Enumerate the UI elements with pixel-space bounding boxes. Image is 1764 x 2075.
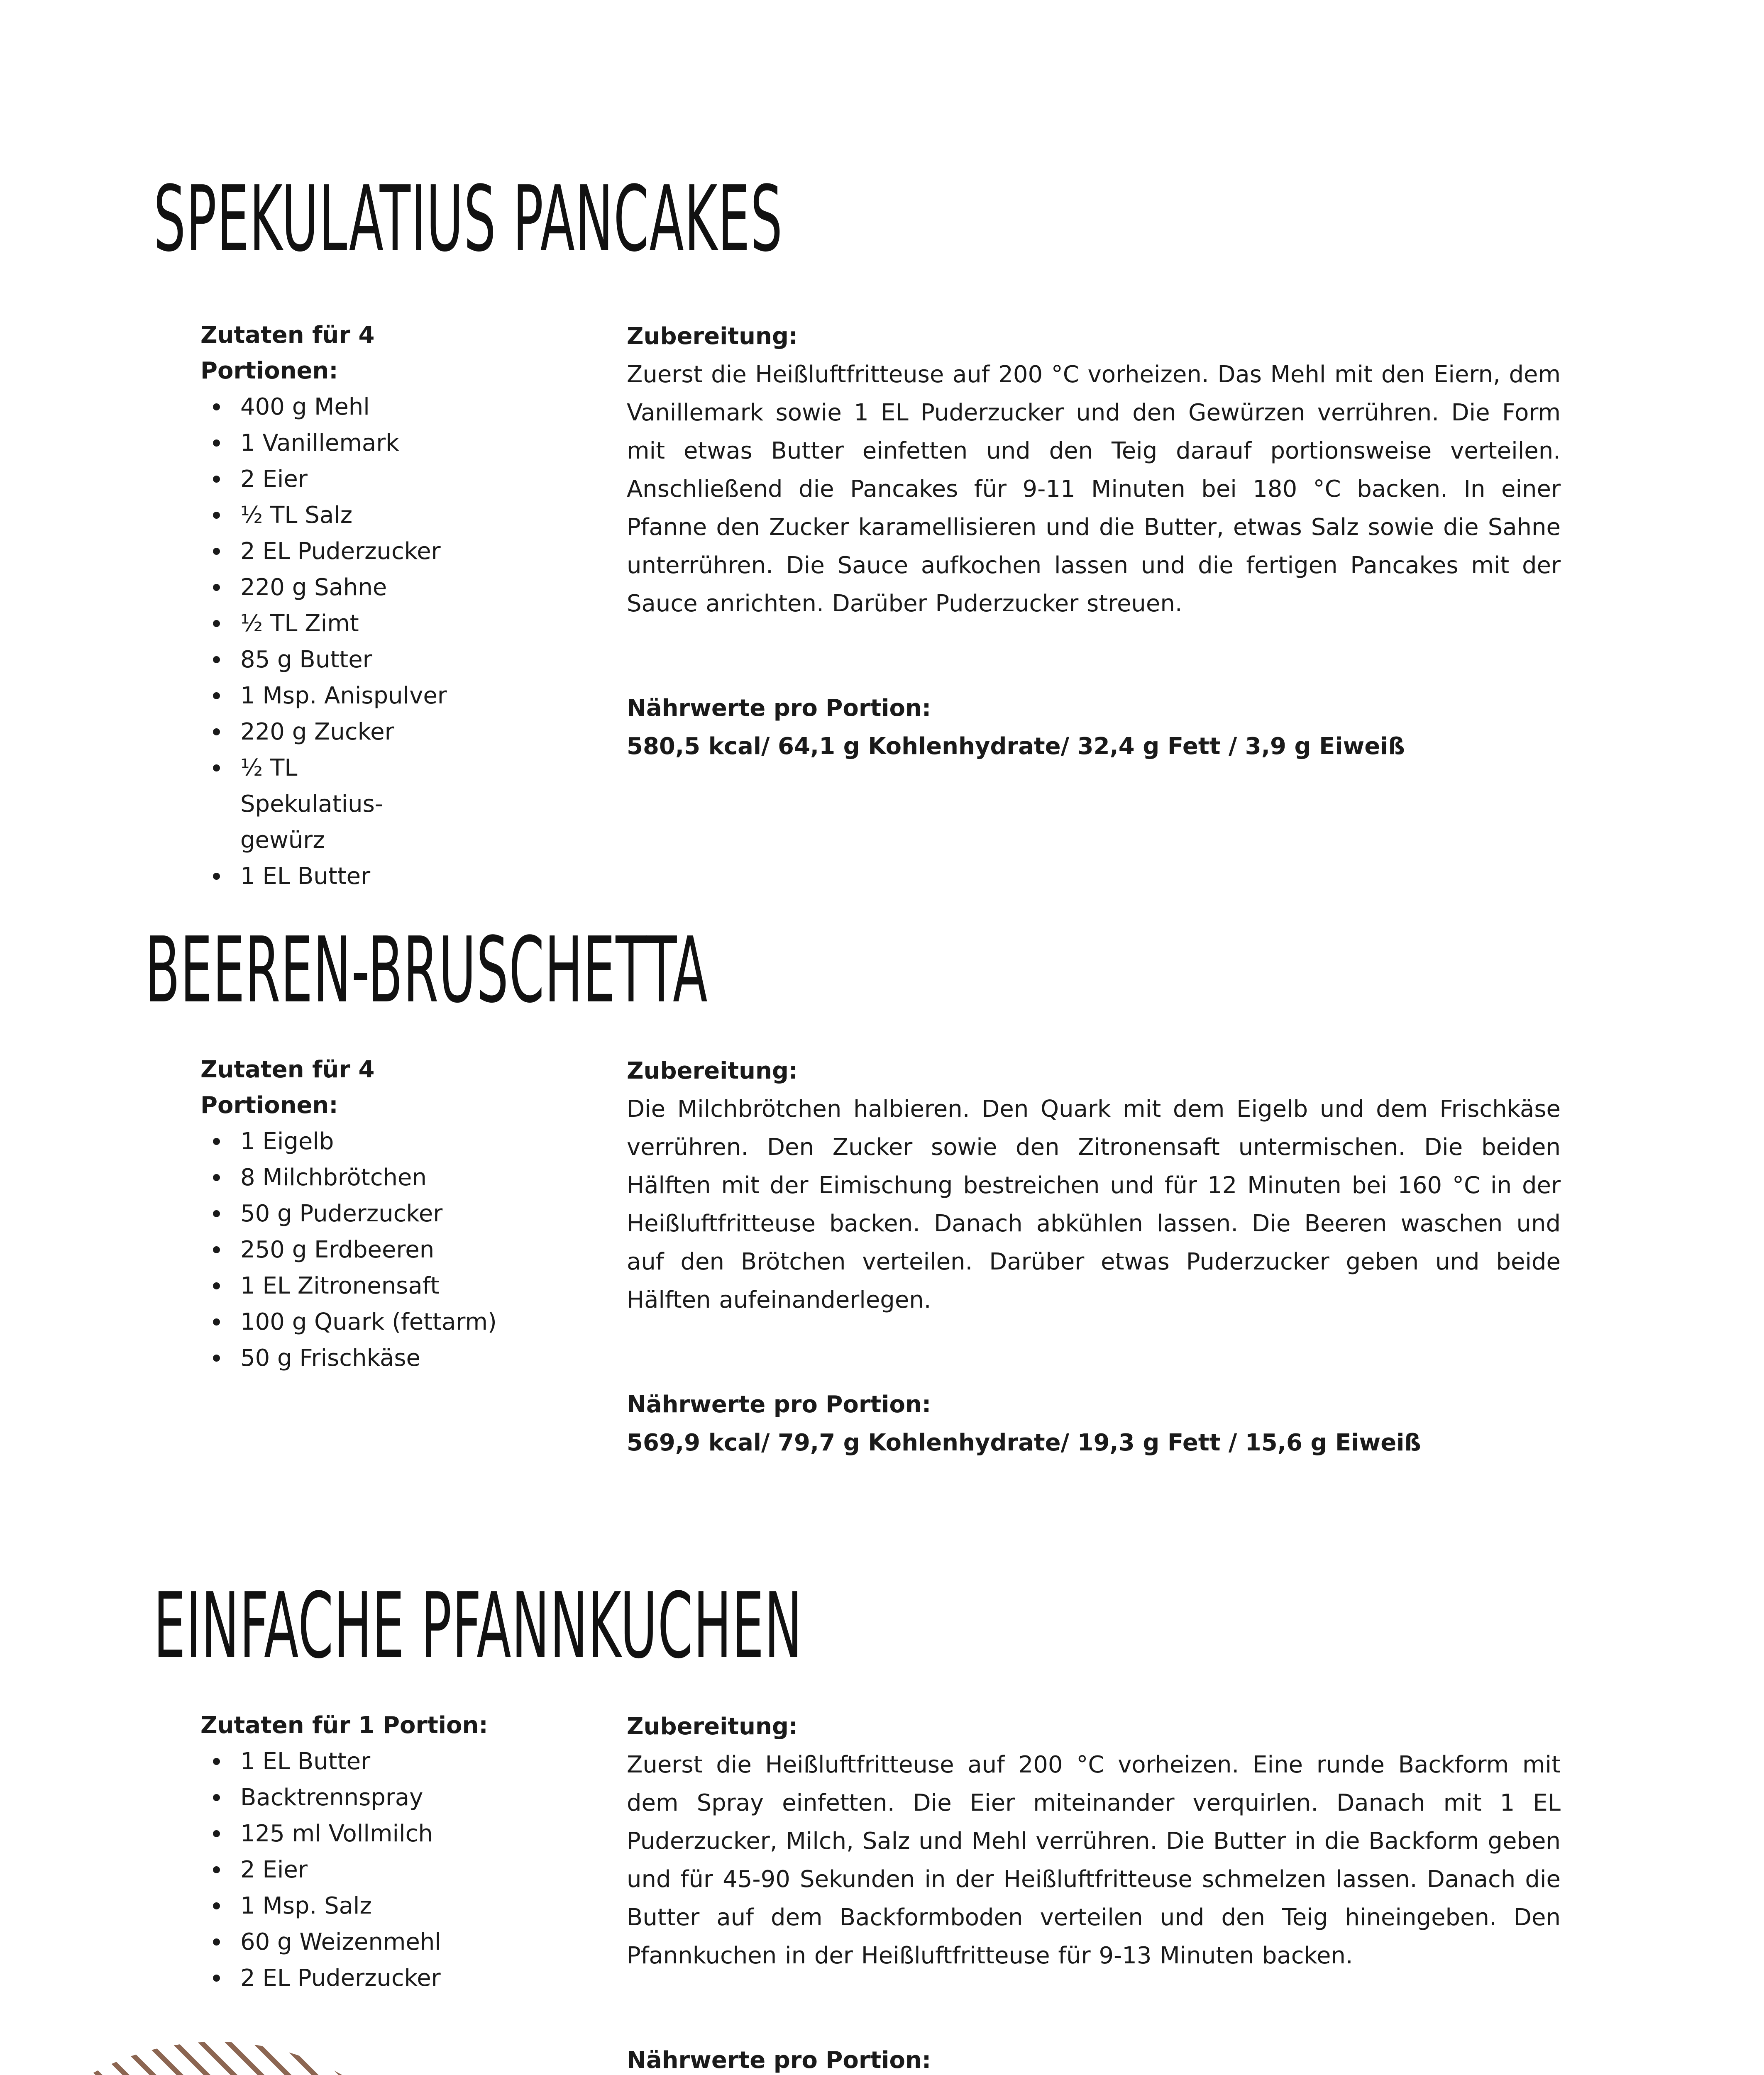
ingredients-list: [200, 1743, 516, 1996]
recipe-title: SPEKULATIUS PANCAKES: [154, 167, 783, 272]
preparation-text: Zuerst die Heißluftfritteuse auf 200 °C vorheizen. Das Mehl mit den Eiern, dem Vanillemark sowie 1 EL Puderzucker und den Gewürzen verrühren. Die Form mit etwas Butter einfetten und den Teig darauf portionsweise verteilen. Anschließend die Pancakes für 9-11 Minuten bei 180 °C backen. In einer Pfanne den Zucker karamellisieren und die Butter, etwas Salz sowie die Sahne unterrühren. Die Sauce aufkochen lassen und die fertigen Pancakes mit der Sauce anrichten. Darüber Puderzucker streuen.: [627, 361, 1561, 617]
ingredients-block: [200, 317, 516, 894]
list-item: 85 g Butter: [200, 642, 516, 678]
nutrition-heading: Nährwerte pro Portion:: [627, 1391, 931, 1418]
list-item: 400 g Mehl: [200, 389, 516, 425]
list-item: 60 g Weizenmehl: [200, 1924, 516, 1960]
preparation-heading: Zubereitung:: [627, 1713, 798, 1740]
list-item: 1 Vanillemark: [200, 425, 516, 461]
preparation-heading: Zubereitung:: [627, 1057, 798, 1084]
list-item: 1 Msp. Salz: [200, 1888, 516, 1924]
list-item: ½ TL Spekulatius-gewürz: [200, 750, 440, 858]
preparation-block: [627, 1708, 1561, 2075]
list-item: 250 g Erdbeeren: [200, 1232, 516, 1268]
preparation-heading: Zubereitung:: [627, 323, 798, 350]
list-item: 220 g Sahne: [200, 569, 516, 605]
list-item: 2 Eier: [200, 461, 516, 497]
list-item: Backtrennspray: [200, 1780, 516, 1816]
list-item: 2 EL Puderzucker: [200, 1960, 516, 1996]
list-item: 2 EL Puderzucker: [200, 533, 516, 569]
decorative-corner-graphic: [0, 2034, 706, 2075]
list-item: 1 EL Butter: [200, 858, 516, 894]
list-item: 1 Msp. Anispulver: [200, 678, 516, 714]
ingredients-heading: Zutaten für 1 Portion:: [200, 1712, 488, 1739]
list-item: 1 EL Butter: [200, 1743, 516, 1780]
nutrition-values: 580,5 kcal/ 64,1 g Kohlenhydrate/ 32,4 g Fett / 3,9 g Eiweiß: [627, 733, 1405, 760]
list-item: 1 EL Zitronensaft: [200, 1268, 516, 1304]
list-item: 125 ml Vollmilch: [200, 1816, 516, 1852]
recipe-title: BEEREN-BRUSCHETTA: [145, 918, 708, 1023]
list-item: 100 g Quark (fettarm): [200, 1304, 516, 1340]
ingredients-list: [200, 389, 516, 894]
list-item: 1 Eigelb: [200, 1123, 516, 1160]
ingredients-heading: Zutaten für 4 Portionen:: [200, 322, 375, 384]
preparation-block: [627, 1052, 1561, 1462]
list-item: 50 g Frischkäse: [200, 1340, 516, 1376]
ingredients-block: [200, 1052, 516, 1376]
list-item: 50 g Puderzucker: [200, 1196, 516, 1232]
list-item: 8 Milchbrötchen: [200, 1160, 516, 1196]
nutrition-values: 569,9 kcal/ 79,7 g Kohlenhydrate/ 19,3 g Fett / 15,6 g Eiweiß: [627, 1429, 1421, 1456]
preparation-text: Zuerst die Heißluftfritteuse auf 200 °C vorheizen. Eine runde Backform mit dem Spray einfetten. Die Eier miteinander verquirlen. Danach mit 1 EL Puderzucker, Milch, Salz und Mehl verrühren. Die Butter in die Backform geben und für 45-90 Sekunden in der Heißluftfritteuse schmelzen lassen. Danach die Butter auf dem Backformboden verteilen und den Teig hineingeben. Den Pfannkuchen in der Heißluftfritteuse für 9-13 Minuten backen.: [627, 1751, 1561, 1969]
nutrition-heading: Nährwerte pro Portion:: [627, 695, 931, 722]
list-item: ½ TL Zimt: [200, 605, 516, 642]
ingredients-heading: Zutaten für 4 Portionen:: [200, 1056, 375, 1119]
recipe-title: EINFACHE PFANNKUCHEN: [154, 1574, 803, 1679]
preparation-block: [627, 317, 1561, 766]
striped-circle-shape: [0, 2034, 706, 2075]
list-item: 220 g Zucker: [200, 714, 516, 750]
list-item: ½ TL Salz: [200, 497, 516, 533]
ingredients-list: [200, 1123, 516, 1376]
list-item: 2 Eier: [200, 1852, 516, 1888]
ingredients-block: [200, 1708, 516, 1996]
preparation-text: Die Milchbrötchen halbieren. Den Quark mit dem Eigelb und dem Frischkäse verrühren. Den Zucker sowie den Zitronensaft untermischen. Die beiden Hälften mit der Eimischung bestreichen und für 12 Minuten bei 160 °C in der Heißluftfritteuse backen. Danach abkühlen lassen. Die Beeren waschen und auf den Brötchen verteilen. Darüber etwas Puderzucker geben und beide Hälften aufeinanderlegen.: [627, 1096, 1561, 1313]
nutrition-heading: Nährwerte pro Portion:: [627, 2047, 931, 2074]
